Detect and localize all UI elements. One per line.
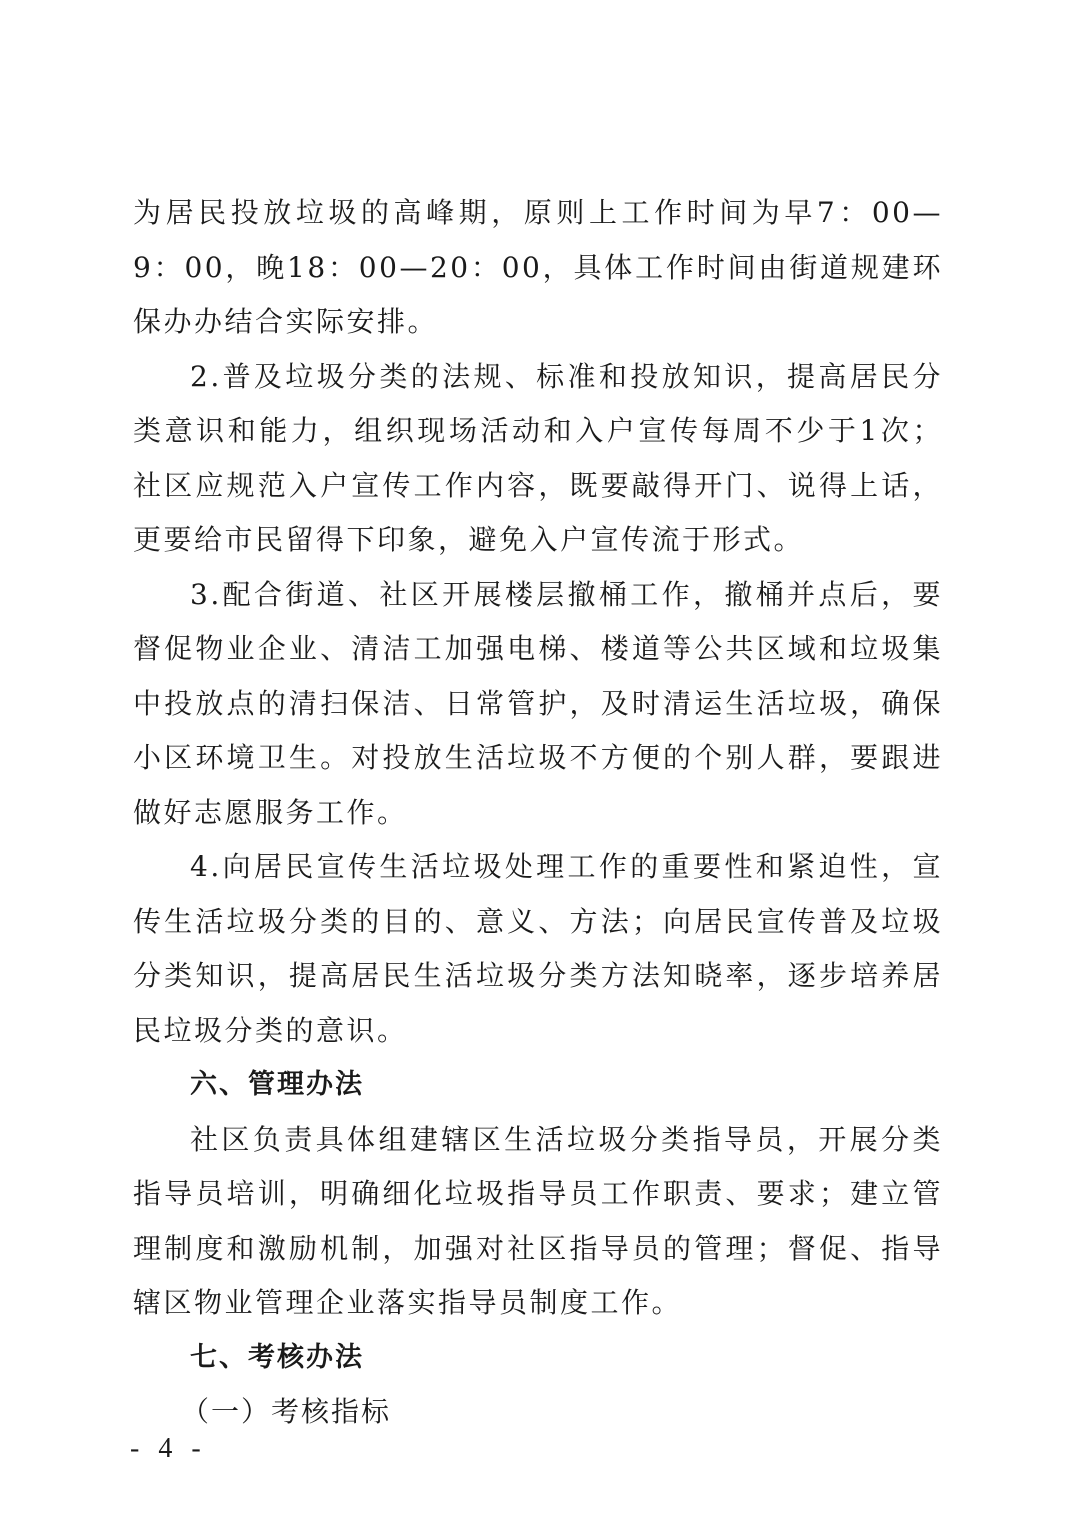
paragraph-item-4: 4.向居民宣传生活垃圾处理工作的重要性和紧迫性，宣传生活垃圾分类的目的、意义、方法；向居民宣传普及垃圾分类知识，提高居民生活垃圾分类方法知晓率，逐步培养居民垃圾分类的意识。	[133, 850, 943, 1047]
document-body	[133, 186, 943, 1440]
paragraph-item-3: 3.配合街道、社区开展楼层撤桶工作，撤桶并点后，要督促物业企业、清洁工加强电梯、楼道等公共区域和垃圾集中投放点的清扫保洁、日常管护，及时清运生活垃圾，确保小区环境卫生。对投放生活垃圾不方便的个别人群，要跟进做好志愿服务工作。	[133, 577, 943, 829]
section-heading-assessment: 七、考核办法	[190, 1341, 364, 1373]
paragraph-management: 社区负责具体组建辖区生活垃圾分类指导员，开展分类指导员培训，明确细化垃圾指导员工作职责、要求；建立管理制度和激励机制，加强对社区指导员的管理；督促、指导辖区物业管理企业落实指导员制度工作。	[133, 1122, 943, 1319]
page-number: - 4 -	[130, 1433, 207, 1464]
paragraph-continuation: 为居民投放垃圾的高峰期，原则上工作时间为早7：00—9：00，晚18：00—20：00，具体工作时间由街道规建环保办办结合实际安排。	[133, 196, 943, 338]
subheading-assessment-indicators: （一）考核指标	[181, 1395, 392, 1428]
section-heading-management: 六、管理办法	[190, 1069, 364, 1100]
paragraph-item-2: 2.普及垃圾分类的法规、标准和投放知识，提高居民分类意识和能力，组织现场活动和入户宣传每周不少于1次；社区应规范入户宣传工作内容，既要敲得开门、说得上话，更要给市民留得下印象，避免入户宣传流于形式。	[133, 359, 943, 556]
